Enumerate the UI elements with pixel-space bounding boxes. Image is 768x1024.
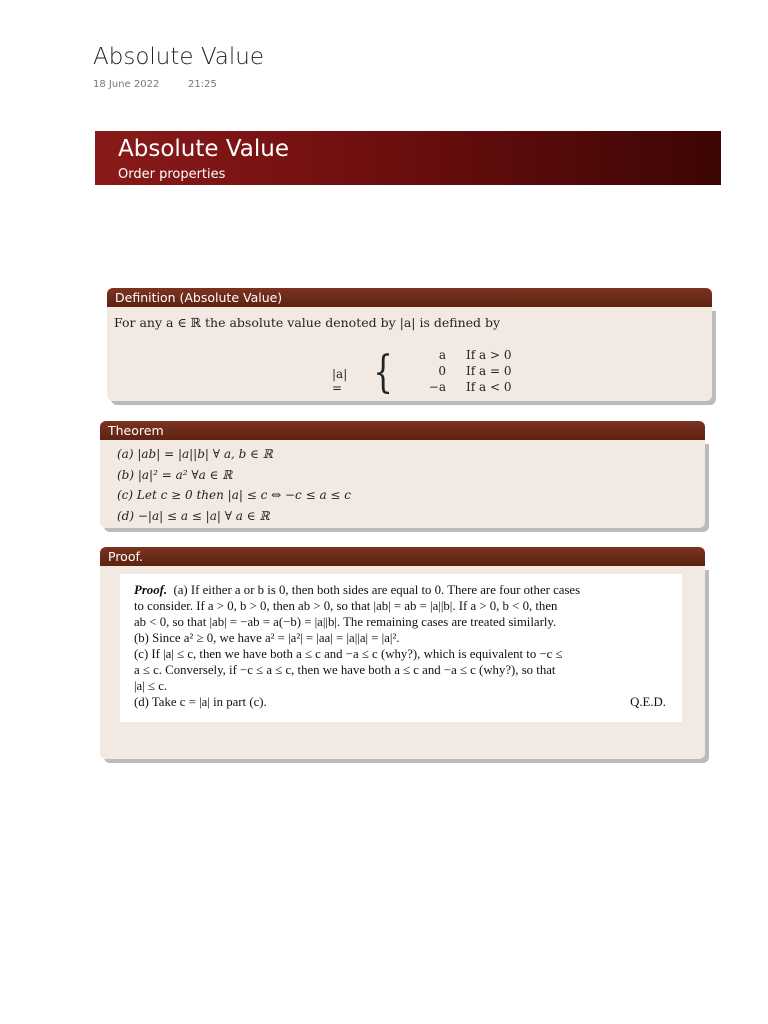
theorem-body <box>100 440 705 528</box>
case-row <box>396 363 516 379</box>
slide-title: Absolute Value <box>118 136 289 162</box>
definition-intro: For any a ∈ ℝ the absolute value denoted by |a| is defined by <box>114 315 501 330</box>
proof-line: (b) Since a² ≥ 0, we have a² = |a²| = |aa| = |a||a| = |a|². <box>134 631 400 645</box>
definition-block <box>107 288 712 401</box>
case-value: −a <box>428 380 446 394</box>
slide-header <box>95 131 721 185</box>
case-condition: If a < 0 <box>466 380 512 394</box>
proof-line: a ≤ c. Conversely, if −c ≤ a ≤ c, then we have both a ≤ c and −a ≤ c (why?), so that <box>134 663 556 677</box>
proof-body <box>100 566 705 759</box>
note-time: 21:25 <box>188 79 217 90</box>
definition-header: Definition (Absolute Value) <box>107 288 712 307</box>
theorem-item: (a) |ab| = |a||b| ∀ a, b ∈ ℝ <box>117 447 273 461</box>
case-row <box>396 379 516 395</box>
note-title: Absolute Value <box>93 44 264 70</box>
proof-block <box>100 547 705 759</box>
proof-label: Proof. <box>134 583 168 597</box>
proof-line: |a| ≤ c. <box>134 679 168 693</box>
case-condition: If a = 0 <box>466 364 512 378</box>
left-brace: { <box>373 347 393 398</box>
case-row <box>396 347 516 363</box>
piecewise-lhs: |a| = <box>332 367 348 395</box>
proof-line: ab < 0, so that |ab| = −ab = a(−b) = |a||b|. The remaining cases are treated similarly. <box>134 615 557 629</box>
theorem-item: (c) Let c ≥ 0 then |a| ≤ c ⇔ −c ≤ a ≤ c <box>117 488 351 502</box>
qed-mark: Q.E.D. <box>630 695 666 709</box>
proof-text: (a) If either a or b is 0, then both sides are equal to 0. There are four other cases <box>173 583 581 597</box>
proof-line: to consider. If a > 0, b > 0, then ab > 0, so that |ab| = ab = |a||b|. If a > 0, b < 0, then <box>134 599 558 613</box>
theorem-block <box>100 421 705 528</box>
proof-image <box>120 574 682 722</box>
proof-text: (d) Take c = |a| in part (c). <box>134 695 267 709</box>
note-date: 18 June 2022 <box>93 79 160 90</box>
proof-header: Proof. <box>100 547 705 566</box>
proof-line <box>134 694 670 710</box>
definition-body <box>107 307 712 401</box>
case-value: 0 <box>438 364 446 378</box>
theorem-item: (b) |a|² = a² ∀a ∈ ℝ <box>117 467 233 482</box>
theorem-item: (d) −|a| ≤ a ≤ |a| ∀ a ∈ ℝ <box>117 508 270 523</box>
case-value: a <box>438 348 446 362</box>
case-condition: If a > 0 <box>466 348 512 362</box>
slide-subtitle: Order properties <box>118 167 226 182</box>
proof-line: (c) If |a| ≤ c, then we have both a ≤ c and −a ≤ c (why?), which is equivalent to −c ≤ <box>134 647 563 661</box>
theorem-header: Theorem <box>100 421 705 440</box>
proof-line <box>134 582 670 598</box>
